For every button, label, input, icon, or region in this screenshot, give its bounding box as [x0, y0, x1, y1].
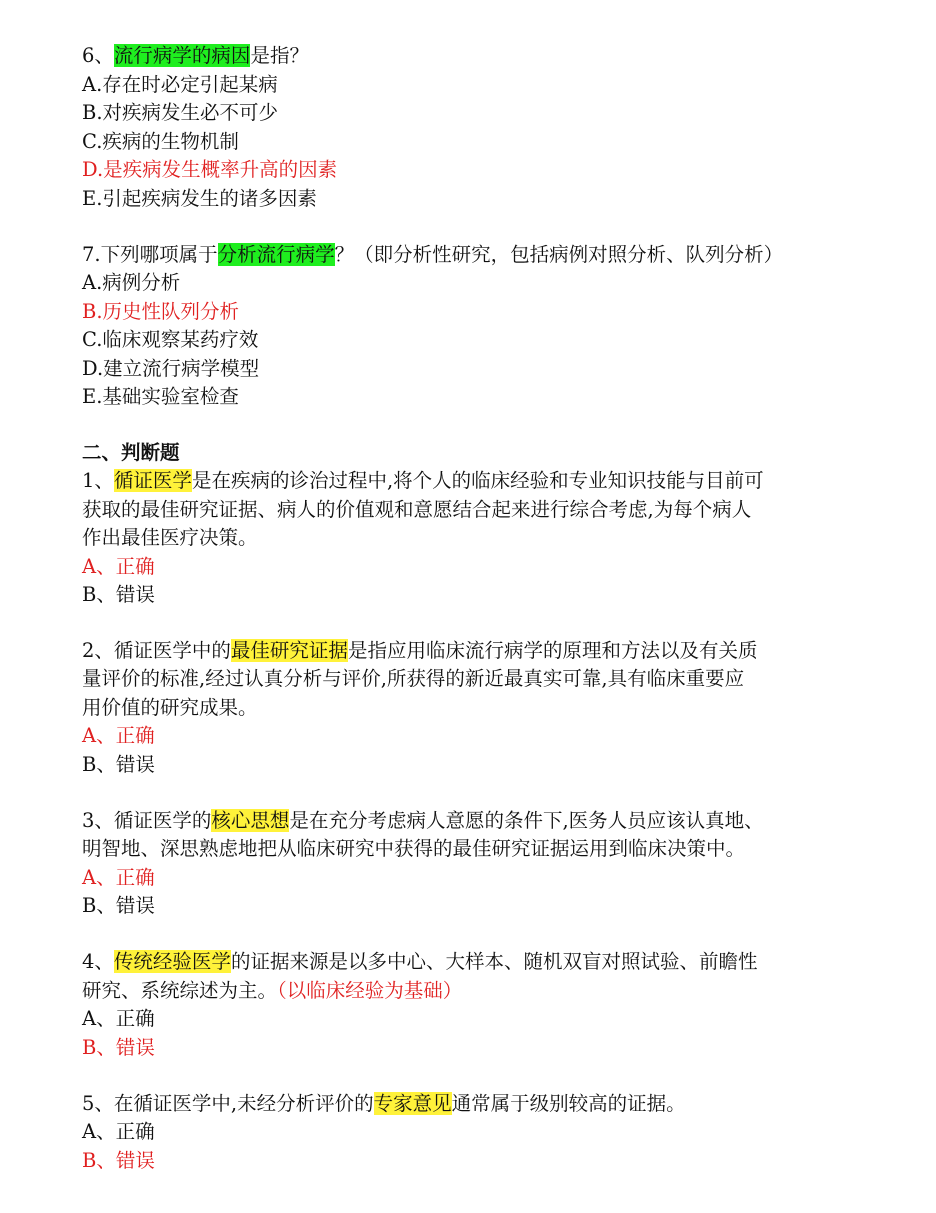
tf2-line3: 用价值的研究成果。: [82, 696, 258, 719]
q7-suffix: ？（即分析性研究，包括病例对照分析、队列分析）: [334, 243, 784, 266]
tf3-line1: [82, 807, 764, 835]
tf5-prefix: 5、在循证医学中,未经分析评价的: [82, 1092, 374, 1115]
tf3-option-a-answer: A、正确: [82, 866, 155, 889]
tf2-highlight: 最佳研究证据: [230, 639, 348, 662]
q7-option-c: C.临床观察某药疗效: [82, 328, 259, 351]
tf2-option-a-answer: A、正确: [82, 724, 155, 747]
q6-suffix: 是指？: [250, 44, 309, 67]
tf5-option-a: A、正确: [82, 1120, 155, 1143]
tf4-option-b-answer: B、错误: [82, 1036, 155, 1059]
tf1-highlight: 循证医学: [113, 469, 192, 492]
tf4-line1: [82, 948, 757, 976]
tf1-line1-rest: 是在疾病的诊治过程中,将个人的临床经验和专业知识技能与目前可: [191, 469, 764, 492]
q6-option-e: E.引起疾病发生的诸多因素: [82, 187, 317, 210]
tf3-option-b: B、错误: [82, 894, 155, 917]
tf5-line1: [82, 1090, 686, 1118]
tf4-line1-rest: 的证据来源是以多中心、大样本、随机双盲对照试验、前瞻性: [230, 950, 758, 973]
q6-option-d-answer: D.是疾病发生概率升高的因素: [82, 158, 338, 181]
tf3-line2: 明智地、深思熟虑地把从临床研究中获得的最佳研究证据运用到临床决策中。: [82, 837, 746, 860]
q6-highlight: 流行病学的病因: [113, 44, 251, 67]
tf2-line1-rest: 是指应用临床流行病学的原理和方法以及有关质: [347, 639, 758, 662]
tf3-prefix: 3、循证医学的: [82, 809, 212, 832]
tf3-line1-rest: 是在充分考虑病人意愿的条件下,医务人员应该认真地、: [289, 809, 764, 832]
tf2-prefix: 2、循证医学中的: [82, 639, 231, 662]
q6-option-a: A.存在时必定引起某病: [82, 73, 278, 96]
q7-option-a: A.病例分析: [82, 271, 181, 294]
tf4-note: （以临床经验为基础）: [277, 979, 463, 1002]
tf1-prefix: 1、: [82, 469, 114, 492]
q6-prefix: 6、: [82, 44, 114, 67]
tf1-line3: 作出最佳医疗决策。: [82, 526, 258, 549]
tf1-option-b: B、错误: [82, 583, 155, 606]
tf5-highlight: 专家意见: [373, 1092, 452, 1115]
q6-option-c: C.疾病的生物机制: [82, 130, 239, 153]
tf4-line2-text: 研究、系统综述为主。: [82, 979, 278, 1002]
tf1-option-a-answer: A、正确: [82, 555, 155, 578]
tf5-option-b-answer: B、错误: [82, 1149, 155, 1172]
q6-stem: [82, 42, 309, 70]
tf4-prefix: 4、: [82, 950, 114, 973]
tf2-option-b: B、错误: [82, 753, 155, 776]
section-title: 二、判断题: [82, 441, 180, 464]
tf1-line2: 获取的最佳研究证据、病人的价值观和意愿结合起来进行综合考虑,为每个病人: [82, 498, 752, 521]
tf2-line2: 量评价的标准,经过认真分析与评价,所获得的新近最真实可靠,具有临床重要应: [82, 667, 745, 690]
q7-option-d: D.建立流行病学模型: [82, 357, 260, 380]
q7-option-e: E.基础实验室检查: [82, 385, 239, 408]
tf3-highlight: 核心思想: [211, 809, 290, 832]
q7-stem: [82, 241, 783, 269]
tf4-option-a: A、正确: [82, 1007, 155, 1030]
tf4-highlight: 传统经验医学: [113, 950, 231, 973]
tf5-line1-rest: 通常属于级别较高的证据。: [451, 1092, 686, 1115]
q7-option-b-answer: B.历史性队列分析: [82, 300, 240, 323]
tf4-line2: [82, 977, 462, 1005]
q7-prefix: 7.下列哪项属于: [82, 243, 218, 266]
tf1-line1: [82, 467, 764, 495]
q6-option-b: B.对疾病发生必不可少: [82, 101, 279, 124]
tf2-line1: [82, 637, 757, 665]
q7-highlight: 分析流行病学: [217, 243, 335, 266]
